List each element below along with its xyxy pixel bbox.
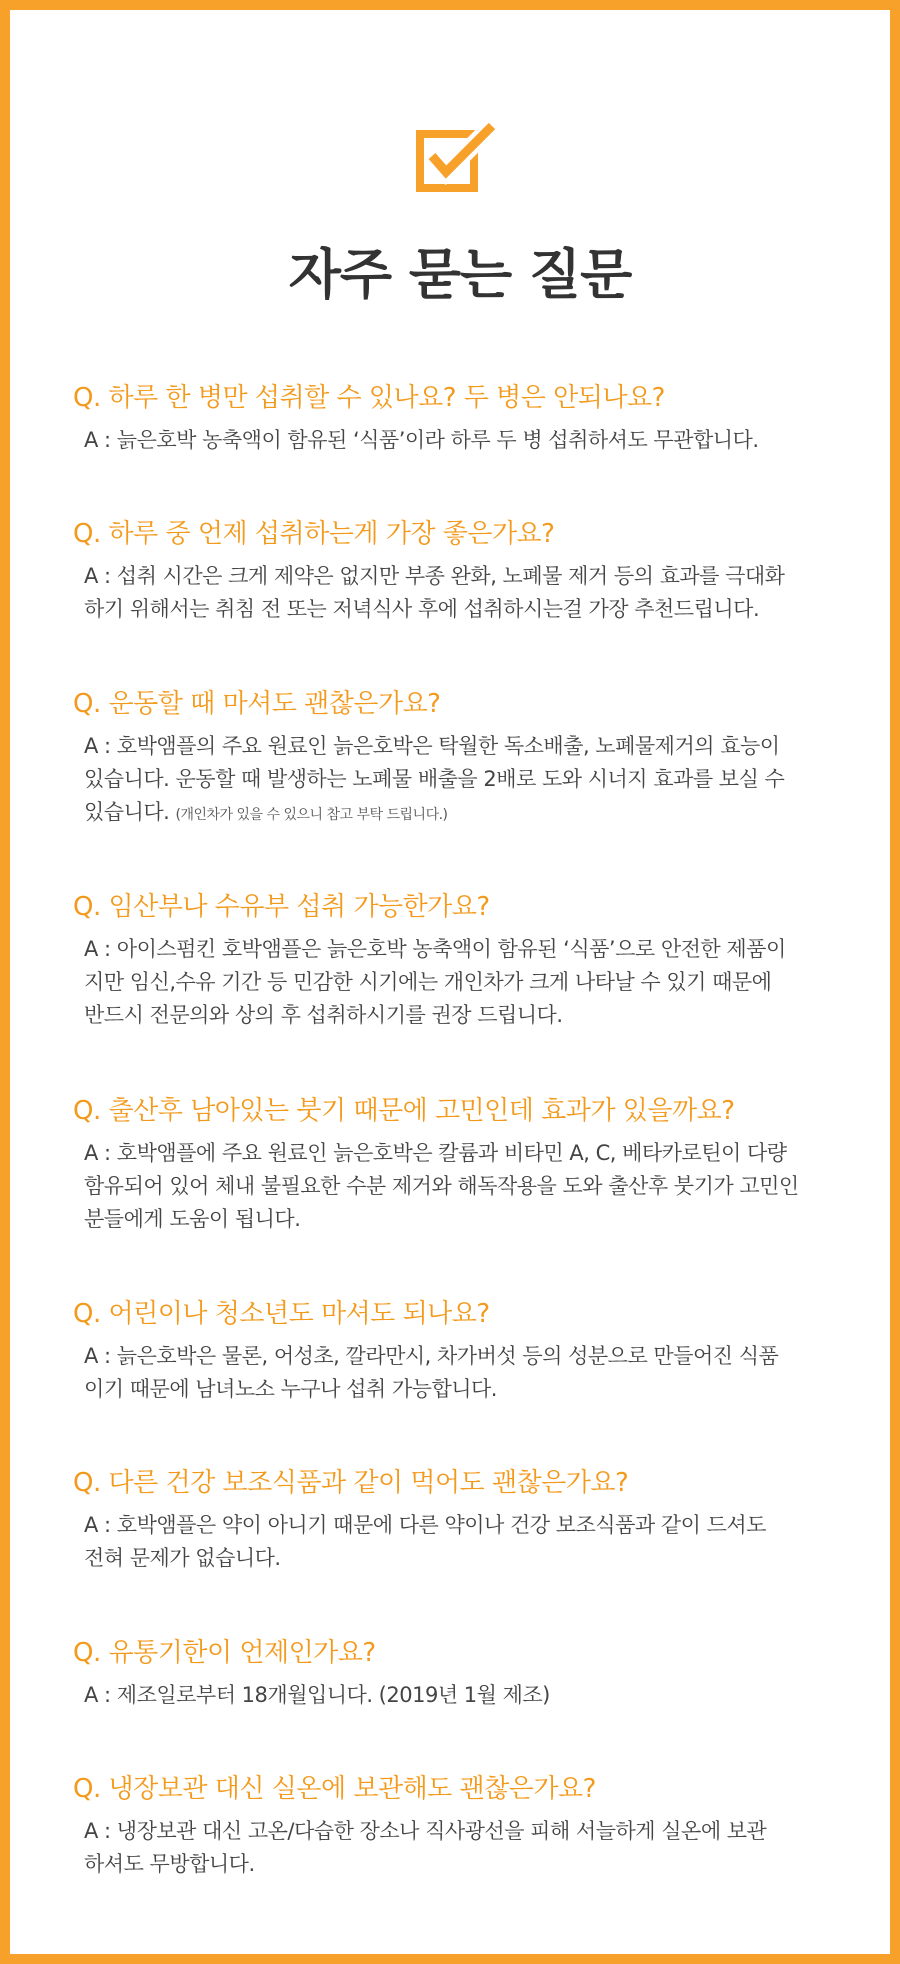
faq-item xyxy=(73,1635,863,1712)
faq-answer xyxy=(73,933,863,1032)
faq-item xyxy=(73,686,863,832)
faq-answer-line: 하셔도 무방합니다. xyxy=(84,1852,255,1876)
faq-answer xyxy=(73,560,863,626)
faq-question: Q. 유통기한이 언제인가요? xyxy=(73,1638,376,1668)
faq-question: Q. 운동할 때 마셔도 괜찮은가요? xyxy=(73,689,441,719)
faq-item xyxy=(73,1771,863,1881)
faq-answer xyxy=(73,730,863,832)
faq-answer-line: 분들에게 도움이 됩니다. xyxy=(84,1207,301,1231)
faq-answer-line: A : 늙은호박 농축액이 함유된 ‘식품’이라 하루 두 병 섭취하셔도 무관합니다. xyxy=(84,428,759,452)
faq-answer-line: 이기 때문에 남녀노소 누구나 섭취 가능합니다. xyxy=(84,1377,497,1401)
faq-answer-note: (개인차가 있을 수 있으니 참고 부탁 드립니다.) xyxy=(175,807,448,823)
faq-answer xyxy=(73,1815,863,1881)
faq-answer-line: A : 호박앰플의 주요 원료인 늙은호박은 탁월한 독소배출, 노폐물제거의 효능이 xyxy=(84,734,780,758)
faq-answer-line: 있습니다. 운동할 때 발생하는 노폐물 배출을 2배로 도와 시너지 효과를 보실 수 xyxy=(84,767,785,791)
faq-answer-line: A : 제조일로부터 18개월입니다. (2019년 1월 제조) xyxy=(84,1683,550,1707)
faq-question: Q. 출산후 남아있는 붓기 때문에 고민인데 효과가 있을까요? xyxy=(73,1096,735,1126)
faq-item xyxy=(73,516,863,626)
faq-answer-line: A : 호박앰플은 약이 아니기 때문에 다른 약이나 건강 보조식품과 같이 드셔도 xyxy=(84,1513,766,1537)
faq-answer xyxy=(73,1340,863,1406)
faq-answer-line: 반드시 전문의와 상의 후 섭취하시기를 권장 드립니다. xyxy=(84,1003,563,1027)
faq-question: Q. 어린이나 청소년도 마셔도 되나요? xyxy=(73,1299,490,1329)
faq-answer-line: A : 호박앰플에 주요 원료인 늙은호박은 칼륨과 비타민 A, C, 베타카로틴이 다량 xyxy=(84,1141,787,1165)
faq-question: Q. 하루 한 병만 섭취할 수 있나요? 두 병은 안되나요? xyxy=(73,383,665,413)
faq-question: Q. 임산부나 수유부 섭취 가능한가요? xyxy=(73,892,490,922)
faq-answer-line xyxy=(84,796,863,832)
faq-answer-line: 전혀 문제가 없습니다. xyxy=(84,1546,281,1570)
faq-answer xyxy=(73,1137,863,1236)
faq-answer-line: A : 섭취 시간은 크게 제약은 없지만 부종 완화, 노폐물 제거 등의 효과를 극대화 xyxy=(84,564,785,588)
faq-answer xyxy=(73,424,863,457)
faq-question: Q. 다른 건강 보조식품과 같이 먹어도 괜찮은가요? xyxy=(73,1468,629,1498)
faq-answer-text: 있습니다. xyxy=(84,800,170,824)
faq-answer-line: 하기 위해서는 취침 전 또는 저녁식사 후에 섭취하시는걸 가장 추천드립니다. xyxy=(84,597,760,621)
faq-item xyxy=(73,1296,863,1406)
faq-answer-line: 지만 임신,수유 기간 등 민감한 시기에는 개인차가 크게 나타날 수 있기 때문에 xyxy=(84,970,772,994)
faq-item xyxy=(73,1465,863,1575)
faq-answer xyxy=(73,1509,863,1575)
faq-answer-line: A : 냉장보관 대신 고온/다습한 장소나 직사광선을 피해 서늘하게 실온에 보관 xyxy=(84,1819,767,1843)
checkbox-checked-icon xyxy=(414,120,504,200)
faq-item xyxy=(73,1093,863,1236)
faq-answer-line: A : 아이스펌킨 호박앰플은 늙은호박 농축액이 함유된 ‘식품’으로 안전한 제품이 xyxy=(84,937,786,961)
faq-question: Q. 하루 중 언제 섭취하는게 가장 좋은가요? xyxy=(73,519,555,549)
faq-answer-line: 함유되어 있어 체내 불필요한 수분 제거와 해독작용을 도와 출산후 붓기가 고민인 xyxy=(84,1174,799,1198)
faq-item xyxy=(73,380,863,457)
faq-item xyxy=(73,889,863,1032)
faq-answer-line: A : 늙은호박은 물론, 어성초, 깔라만시, 차가버섯 등의 성분으로 만들어진 식품 xyxy=(84,1344,779,1368)
faq-answer xyxy=(73,1679,863,1712)
page-title: 자주 묻는 질문 xyxy=(288,243,632,306)
faq-question: Q. 냉장보관 대신 실온에 보관해도 괜찮은가요? xyxy=(73,1774,596,1804)
